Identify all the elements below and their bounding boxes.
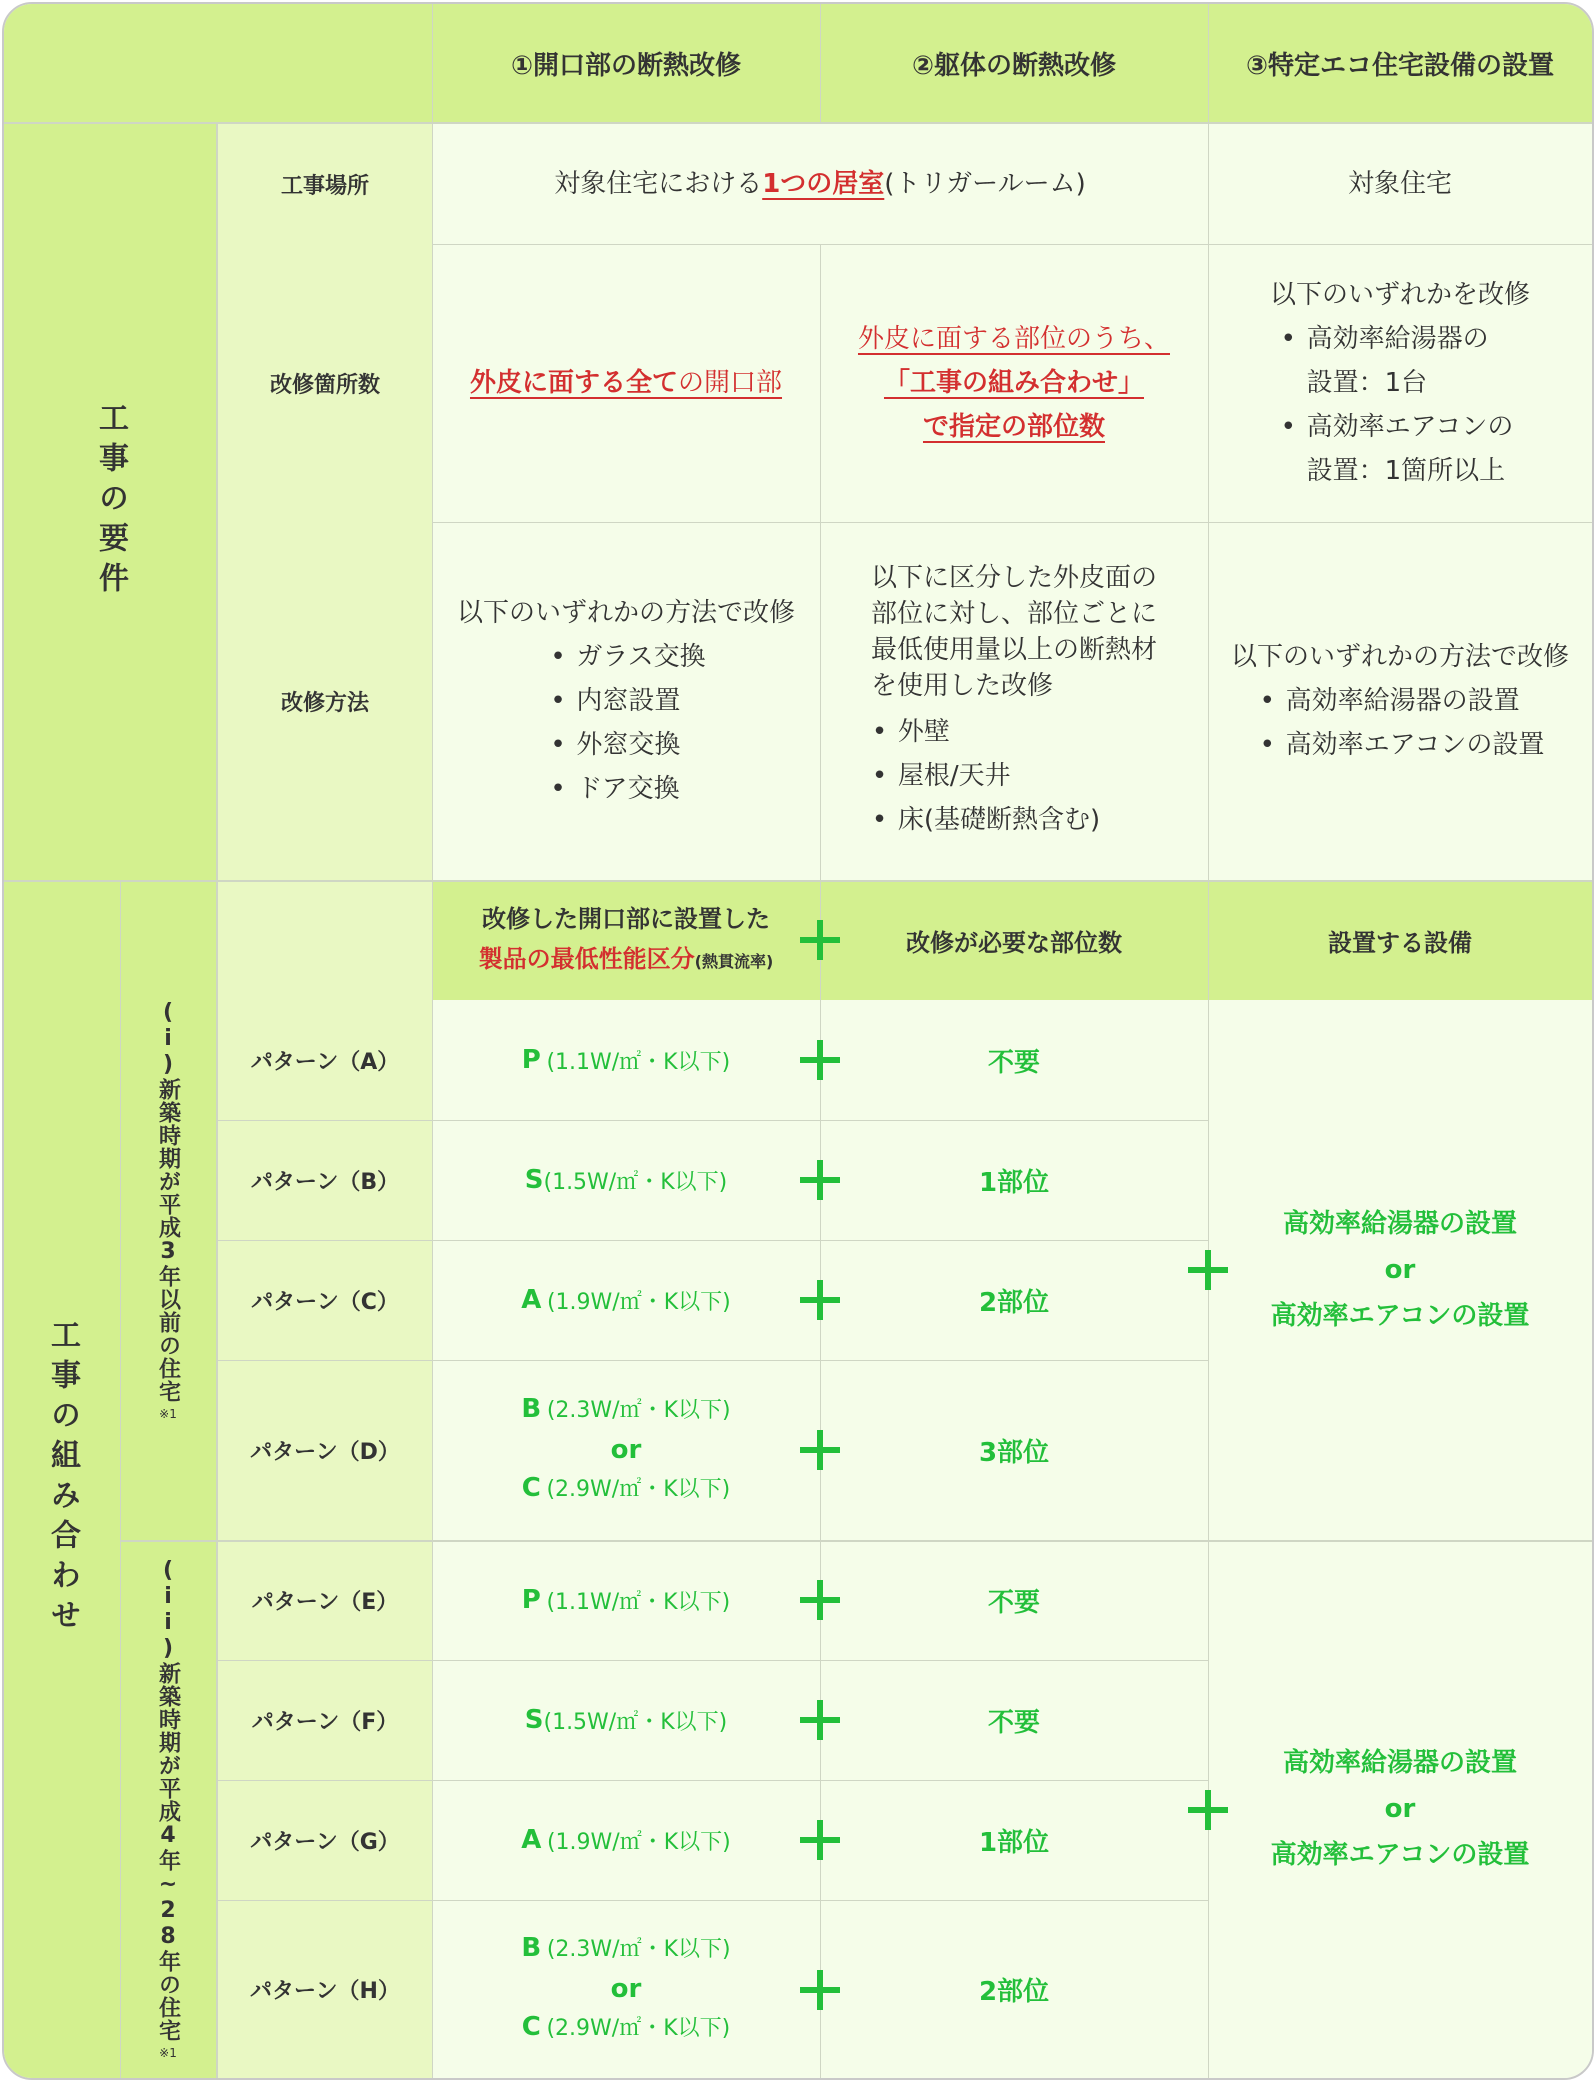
combination-header-grade-small: (熱貫流率) — [694, 951, 774, 971]
pattern-e-label: パターン（E） — [218, 1540, 432, 1660]
method-opening — [432, 522, 820, 880]
pattern-d-parts: 3部位 — [820, 1360, 1208, 1540]
count-body — [820, 244, 1208, 522]
plus-icon — [800, 1280, 840, 1320]
pattern-a-label: パターン（A） — [218, 1000, 432, 1120]
method-opening-item: • ドア交換 — [546, 767, 705, 811]
pattern-h-parts: 2部位 — [820, 1900, 1208, 2078]
group2-label-cell — [120, 1540, 216, 2078]
count-equipment-intro: 以下のいずれかを改修 — [1269, 280, 1530, 310]
method-body — [820, 522, 1208, 880]
pattern-h-grade: B (2.3W/㎡・K以下) or C (2.9W/㎡・K以下) — [432, 1900, 820, 2078]
plus-icon — [800, 1160, 840, 1200]
pattern-b-parts: 1部位 — [820, 1120, 1208, 1240]
method-body-item: • 屋根/天井 — [868, 754, 1100, 798]
group2-equipment: 高効率給湯器の設置 or 高効率エアコンの設置 — [1208, 1540, 1592, 2078]
header-eco-equipment: ③特定エコ住宅設備の設置 — [1208, 4, 1592, 122]
method-opening-intro: 以下のいずれかの方法で改修 — [456, 598, 795, 628]
plus-icon — [800, 1820, 840, 1860]
renovation-table — [2, 2, 1594, 2080]
count-opening-post: の開口部 — [678, 368, 783, 398]
pattern-e-grade: P (1.1W/㎡・K以下) — [432, 1540, 820, 1660]
location-room-post: (トリガールーム) — [884, 169, 1086, 199]
combination-header-parts: 改修が必要な部位数 — [820, 880, 1208, 1000]
plus-icon — [800, 920, 840, 960]
location-room-pre: 対象住宅における — [554, 169, 763, 199]
requirements-label: 工事の要件 — [93, 402, 128, 602]
pattern-d-label: パターン（D） — [218, 1360, 432, 1540]
pattern-d-grade: B (2.3W/㎡・K以下) or C (2.9W/㎡・K以下) — [432, 1360, 820, 1540]
count-equipment — [1208, 244, 1592, 522]
header-opening-insulation: ①開口部の断熱改修 — [432, 4, 820, 122]
pattern-b-label: パターン（B） — [218, 1120, 432, 1240]
header-body-insulation: ②躯体の断熱改修 — [820, 4, 1208, 122]
combination-header-grade-line1: 改修した開口部に設置した — [482, 904, 770, 933]
combinations-label-cell — [4, 880, 120, 2078]
method-label: 改修方法 — [218, 522, 432, 880]
method-equipment-intro: 以下のいずれかの方法で改修 — [1230, 642, 1569, 672]
pattern-b-grade: S (1.5W/㎡・K以下) — [432, 1120, 820, 1240]
location-room — [432, 124, 1208, 244]
method-opening-item: • 内窓設置 — [546, 679, 705, 723]
pattern-c-parts: 2部位 — [820, 1240, 1208, 1360]
method-body-intro: 部位に対し、部位ごとに — [870, 599, 1157, 629]
pattern-f-grade: S (1.5W/㎡・K以下) — [432, 1660, 820, 1780]
plus-icon — [800, 1040, 840, 1080]
group1-label: (i)新築時期が平成3年以前の住宅 — [155, 999, 181, 1403]
group1-equipment: 高効率給湯器の設置 or 高効率エアコンの設置 — [1208, 1000, 1592, 1540]
method-equipment-item: • 高効率エアコンの設置 — [1256, 723, 1545, 767]
location-label: 工事場所 — [218, 124, 432, 244]
count-body-line2: 「工事の組み合わせ」 — [883, 368, 1144, 398]
combination-header-grade-emphasis: 製品の最低性能区分 — [478, 944, 695, 973]
pattern-a-parts: 不要 — [820, 1000, 1208, 1120]
count-opening-emphasis: 外皮に面する全て — [469, 368, 678, 398]
pattern-g-label: パターン（G） — [218, 1780, 432, 1900]
pattern-c-label: パターン（C） — [218, 1240, 432, 1360]
count-body-line3: で指定の部位数 — [922, 412, 1105, 442]
requirements-label-cell — [4, 124, 216, 880]
pattern-h-label: パターン（H） — [218, 1900, 432, 2078]
combination-header-blank — [218, 880, 432, 1000]
method-body-intro: を使用した改修 — [870, 671, 1053, 701]
combination-header-equipment: 設置する設備 — [1208, 880, 1592, 1000]
pattern-c-grade: A (1.9W/㎡・K以下) — [432, 1240, 820, 1360]
group1-note: ※1 — [159, 1406, 177, 1421]
plus-icon — [800, 1430, 840, 1470]
group2-label: (ii)新築時期が平成4年~28年の住宅 — [155, 1558, 181, 2042]
method-body-intro: 最低使用量以上の断熱材 — [870, 635, 1157, 665]
location-room-emphasis: 1つの居室 — [762, 169, 885, 199]
combination-header-grade — [432, 880, 820, 1000]
pattern-g-parts: 1部位 — [820, 1780, 1208, 1900]
method-body-item: • 床(基礎断熱含む) — [868, 798, 1100, 842]
count-body-line1: 外皮に面する部位のうち、 — [857, 324, 1170, 354]
pattern-g-grade: A (1.9W/㎡・K以下) — [432, 1780, 820, 1900]
plus-icon — [1188, 1790, 1228, 1830]
method-equipment-item: • 高効率給湯器の設置 — [1256, 679, 1545, 723]
group2-note: ※1 — [159, 2046, 177, 2060]
plus-icon — [800, 1580, 840, 1620]
count-equipment-item: • 高効率給湯器の 設置：1台 — [1277, 317, 1514, 405]
count-equipment-item: • 高効率エアコンの 設置：1箇所以上 — [1277, 405, 1514, 493]
plus-icon — [800, 1700, 840, 1740]
pattern-f-label: パターン（F） — [218, 1660, 432, 1780]
combinations-label: 工事の組み合わせ — [45, 1319, 80, 1639]
method-body-intro: 以下に区分した外皮面の — [870, 563, 1157, 593]
group1-label-cell — [120, 880, 216, 1540]
header-corner — [4, 4, 432, 122]
pattern-e-parts: 不要 — [820, 1540, 1208, 1660]
method-opening-item: • ガラス交換 — [546, 635, 705, 679]
pattern-a-grade: P (1.1W/㎡・K以下) — [432, 1000, 820, 1120]
count-opening — [432, 244, 820, 522]
location-target-house: 対象住宅 — [1208, 124, 1592, 244]
plus-icon — [800, 1970, 840, 2010]
method-equipment — [1208, 522, 1592, 880]
count-label: 改修箇所数 — [218, 244, 432, 522]
plus-icon — [1188, 1250, 1228, 1290]
pattern-f-parts: 不要 — [820, 1660, 1208, 1780]
method-opening-item: • 外窓交換 — [546, 723, 705, 767]
method-body-item: • 外壁 — [868, 710, 1100, 754]
